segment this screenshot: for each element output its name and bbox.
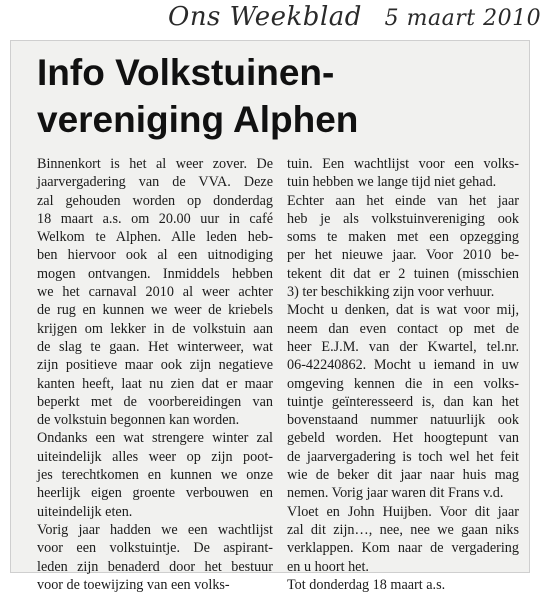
article-text-line: we het carnaval 2010 al weer achter	[37, 284, 273, 301]
article-text-line: heb je als volkstuinvereniging ook	[287, 210, 519, 227]
article-text-line: per het nieuwe jaar. Voor 2010 be-	[287, 247, 519, 264]
article-text-line: zijn positieve maar ook zijn negatieve	[37, 357, 273, 374]
article-text-line: voor een volkstuintje. De aspirant-	[37, 540, 273, 557]
article-text-line: gebeld worden. Het hoogtepunt van	[287, 430, 519, 447]
article-text-line: Ondanks een wat strengere winter zal	[37, 430, 273, 447]
article-text-line: omgeving kennen die in een volks-	[287, 375, 519, 392]
article-text-line: tuintje geïnteresseerd is, dan kan het	[287, 393, 519, 410]
article-text-line: uiteindelijk alles weer op zijn poot-	[37, 448, 273, 465]
article-text-line: beperkt met de voorbereidingen van	[37, 393, 273, 410]
article-text-line: en u hoort het.	[287, 558, 369, 575]
article-text-line: heerlijk eigen groente verbouwen en	[37, 485, 273, 502]
article-column-left	[37, 155, 273, 594]
article-text-line: de slag te gaan. Het winterweer, wat	[37, 338, 273, 355]
article-text-line: uiteindelijk eten.	[37, 503, 133, 520]
article-text-line: Mocht u denken, dat is wat voor mij,	[287, 302, 519, 319]
publication-name: Ons Weekblad	[168, 2, 362, 32]
article-text-line: tuin. Een wachtlijst voor een volks-	[287, 156, 519, 172]
article-text-line: jes terechtkomen en kunnen we onze	[37, 467, 273, 484]
article-text-line: neem dan even contact op met de	[287, 320, 519, 337]
article-text-line: kanten heeft, laat nu zien dat er maar	[37, 375, 273, 392]
article-text-line: tekent dit dat er 2 tuinen (misschien	[287, 265, 519, 282]
article-text-line: tuin hebben we lange tijd niet gehad.	[287, 174, 497, 191]
article-text-line: 06-42240862. Mocht u iemand in uw	[287, 357, 519, 374]
article-text-line: ben hiervoor ook al een uitnodiging	[37, 247, 273, 264]
article-text-line: soms te maken met een opzegging	[287, 229, 519, 246]
article-text-line: krijgen om lekker in de volkstuin aan	[37, 320, 273, 337]
article-text-line: de volkstuin begonnen kan worden.	[37, 412, 240, 429]
article-text-line: wie de beker dit jaar naar huis mag	[287, 467, 519, 484]
article-text-line: bovenstaand nummer natuurlijk ook	[287, 412, 519, 429]
article-text-line: verklappen. Kom naar de vergadering	[287, 540, 519, 557]
annotation-date: 5 maart 2010	[384, 6, 541, 31]
article-text-line: de jaarvergadering is toch wel het feit	[287, 448, 519, 465]
article-text-line: heer E.J.M. van der Kwartel, tel.nr.	[287, 338, 519, 355]
article-text-line: zal dit zijn…, nee, nee we gaan niks	[287, 521, 519, 538]
article-text-line: Binnenkort is het al weer zover. De	[37, 156, 273, 172]
article-text-line: Vloet en John Huijben. Voor dit jaar	[287, 503, 519, 520]
article-text-line: voor de toewijzing van een volks-	[37, 576, 230, 593]
article-column-right	[287, 155, 519, 594]
article-text-line: Echter aan het einde van het jaar	[287, 192, 519, 209]
article-title-line-1: Info Volkstuinen-	[37, 52, 335, 93]
article-text-line: mogen ontvangen. Inmiddels hebben	[37, 265, 273, 282]
article-text-line: de rug en kunnen we weer de kriebels	[37, 302, 273, 319]
article-text-line: leden zijn benaderd door het bestuur	[37, 558, 273, 575]
newspaper-clipping	[10, 40, 530, 593]
article-text-line: Vorig jaar hadden we een wachtlijst	[37, 521, 273, 538]
article-text-line: jaarvergadering van de VVA. Deze	[37, 174, 273, 191]
article-text-line: Welkom te Alphen. Alle leden heb-	[37, 229, 273, 246]
article-title-line-2: vereniging Alphen	[37, 99, 359, 140]
article-text-line: 3) ter beschikking zijn voor verhuur.	[287, 284, 495, 301]
handwritten-annotation	[168, 2, 541, 42]
article-text-line: Tot donderdag 18 maart a.s.	[287, 576, 446, 593]
article-text-line: nemen. Vorig jaar waren dit Frans v.d.	[287, 485, 504, 502]
article-text-line: 18 maart a.s. om 20.00 uur in café	[37, 210, 273, 227]
article-text-line: zal gehouden worden op donderdag	[37, 192, 273, 209]
article-title	[37, 49, 517, 143]
